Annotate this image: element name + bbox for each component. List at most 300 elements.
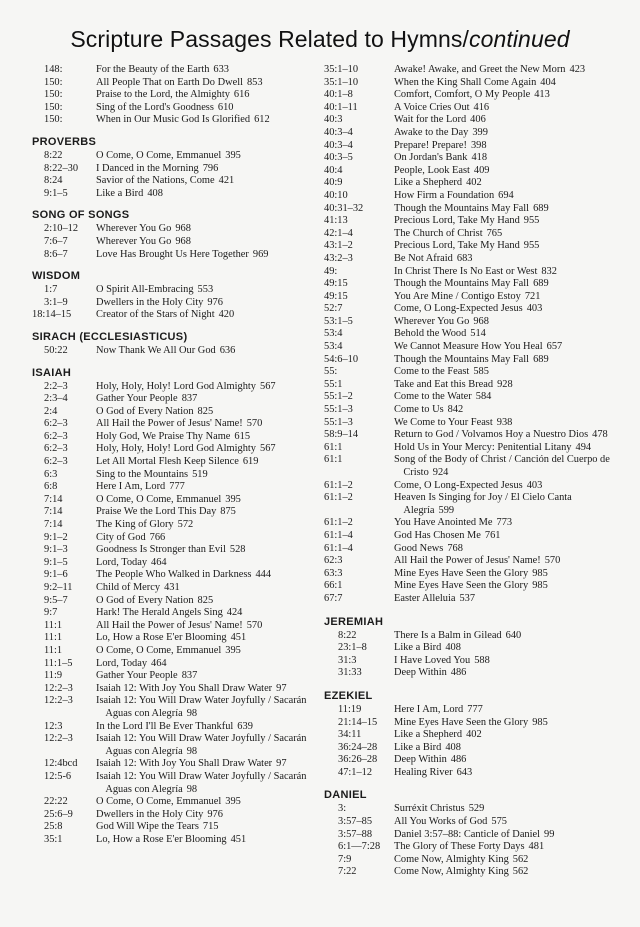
- hymn-entry: [96, 163, 314, 176]
- index-entry: [32, 834, 314, 847]
- scripture-reference: 150:: [44, 76, 63, 88]
- scripture-reference: 67:7: [324, 592, 343, 604]
- hymn-title: For the Beauty of the Earth: [96, 64, 210, 75]
- index-entry: [324, 517, 620, 530]
- hymn-number: 529: [468, 803, 485, 815]
- index-entry: [32, 77, 314, 90]
- hymn-number: 567: [260, 380, 276, 392]
- hymn-entry: [394, 291, 620, 304]
- hymn-number: 451: [230, 632, 247, 644]
- hymn-number: 610: [217, 101, 234, 113]
- index-entry: [32, 796, 314, 809]
- hymn-number: 464: [151, 657, 167, 669]
- index-entry: [324, 642, 620, 655]
- scripture-reference: 25:6–9: [44, 808, 73, 820]
- hymn-number: 404: [540, 76, 556, 88]
- section-heading: EZEKIEL: [324, 689, 373, 702]
- scripture-reference: 47:1–12: [338, 766, 373, 778]
- page-title-continued: continued: [468, 26, 570, 52]
- index-entry: [324, 391, 620, 404]
- hymn-number: 403: [526, 303, 543, 315]
- hymn-number: 98: [186, 707, 198, 719]
- scripture-reference: 55:: [324, 366, 338, 378]
- hymn-entry: [96, 393, 314, 406]
- hymn-entry: [394, 854, 620, 867]
- hymn-number: 955: [523, 240, 540, 252]
- hymn-entry: [96, 469, 314, 482]
- hymn-title: Goodness Is Stronger than Evil: [96, 544, 226, 556]
- hymn-entry: [394, 190, 620, 203]
- index-entry: [32, 249, 314, 262]
- hymn-number: 406: [470, 114, 486, 126]
- hymn-title: Precious Lord, Take My Hand: [394, 215, 520, 227]
- index-entry: [324, 543, 620, 556]
- index-entry: [32, 506, 314, 519]
- index-entry: [32, 406, 314, 419]
- index-entry: [32, 595, 314, 608]
- index-entry: [32, 569, 314, 582]
- hymn-title: Heaven Is Singing for Joy / El Cielo Canta Alegría: [394, 492, 572, 516]
- hymn-title: Like a Bird: [394, 741, 442, 753]
- scripture-reference: 148:: [44, 64, 63, 75]
- index-entry: [324, 177, 620, 190]
- hymn-number: 444: [255, 569, 272, 581]
- scripture-reference: 40:9: [324, 177, 343, 189]
- hymn-title: Isaiah 12: With Joy You Shall Draw Water: [96, 758, 273, 770]
- hymn-entry: [96, 345, 314, 358]
- scripture-reference: 40:3: [324, 114, 343, 126]
- hymn-number: 924: [432, 467, 449, 478]
- index-entry: [32, 236, 314, 249]
- index-entry: [324, 717, 620, 730]
- index-entry: [324, 328, 620, 341]
- hymn-title: Hark! The Herald Angels Sing: [96, 607, 223, 619]
- hymn-number: 395: [225, 149, 241, 161]
- hymn-number: 486: [450, 754, 467, 766]
- hymn-number: 968: [473, 315, 489, 327]
- hymn-number: 98: [186, 783, 198, 795]
- index-entry: [32, 620, 314, 633]
- index-entry: [324, 291, 620, 304]
- hymn-title: All Hail the Power of Jesus' Name!: [96, 619, 243, 631]
- hymn-entry: [394, 429, 620, 442]
- hymn-number: 570: [246, 418, 263, 430]
- index-entry: [32, 607, 314, 620]
- hymn-title: God Has Chosen Me: [394, 529, 481, 541]
- index-entry: [324, 140, 620, 153]
- hymn-number: 421: [218, 175, 235, 187]
- index-entry: [32, 519, 314, 532]
- hymn-title: Come, O Long-Expected Jesus: [394, 479, 523, 491]
- index-entry: [32, 733, 314, 758]
- index-entry: [32, 443, 314, 456]
- index-entry: [324, 253, 620, 266]
- hymn-title: Sing of the Lord's Goodness: [96, 101, 214, 113]
- hymn-entry: [96, 175, 314, 188]
- hymn-number: 585: [473, 366, 489, 378]
- hymn-title: The Church of Christ: [394, 227, 483, 239]
- scripture-reference: 150:: [44, 101, 63, 113]
- scripture-reference: 6:3: [44, 468, 58, 480]
- hymn-number: 514: [470, 328, 486, 340]
- scripture-reference: 43:2–3: [324, 252, 353, 264]
- index-entry: [324, 165, 620, 178]
- index-entry: [324, 89, 620, 102]
- scripture-reference: 55:1–3: [324, 404, 353, 416]
- hymn-title: Hold Us in Your Mercy: Penitential Litany: [394, 441, 572, 453]
- hymn-number: 398: [470, 139, 487, 151]
- index-entry: [32, 758, 314, 771]
- hymn-title: Holy God, We Praise Thy Name: [96, 430, 231, 442]
- index-entry: [324, 742, 620, 755]
- hymn-number: 689: [533, 353, 549, 365]
- index-entry: [324, 568, 620, 581]
- scripture-reference: 2:3–4: [44, 393, 68, 405]
- scripture-reference: 55:1: [324, 378, 343, 390]
- hymn-number: 969: [252, 248, 269, 260]
- hymn-title: Come Now, Almighty King: [394, 866, 509, 878]
- hymn-title: Now Thank We All Our God: [96, 344, 216, 356]
- hymn-entry: [394, 480, 620, 493]
- index-entry: [324, 442, 620, 455]
- hymn-entry: [96, 309, 314, 322]
- hymn-number: 639: [237, 720, 253, 732]
- hymn-entry: [394, 203, 620, 216]
- hymn-number: 537: [459, 592, 476, 604]
- scripture-reference: 150:: [44, 89, 63, 101]
- scripture-reference: 11:1: [44, 644, 63, 656]
- index-entry: [32, 821, 314, 834]
- scripture-reference: 52:7: [324, 303, 343, 315]
- scripture-reference: 6:2–3: [44, 418, 68, 430]
- hymn-entry: [394, 102, 620, 115]
- hymn-title: Gather Your People: [96, 670, 178, 682]
- hymn-entry: [96, 431, 314, 444]
- scripture-reference: 49:15: [324, 290, 348, 302]
- hymn-entry: [96, 620, 314, 633]
- hymn-title: A Voice Cries Out: [394, 101, 470, 113]
- scripture-reference: 31:3: [338, 654, 357, 666]
- index-entry: [324, 127, 620, 140]
- index-entry: [32, 102, 314, 115]
- scripture-reference: 43:1–2: [324, 240, 353, 252]
- index-entry: [32, 658, 314, 671]
- hymn-number: 689: [533, 278, 549, 290]
- index-entry: [324, 366, 620, 379]
- scripture-reference: 22:22: [44, 796, 68, 808]
- hymn-title: Gather Your People: [96, 393, 178, 405]
- hymn-title: When in Our Music God Is Glorified: [96, 114, 251, 126]
- scripture-reference: 55:1–3: [324, 416, 353, 428]
- index-entry: [324, 841, 620, 854]
- hymn-entry: [96, 223, 314, 236]
- hymn-number: 777: [467, 703, 483, 715]
- hymn-number: 715: [202, 821, 219, 833]
- hymn-number: 636: [219, 344, 236, 356]
- hymn-number: 689: [533, 202, 549, 214]
- scripture-reference: 40:10: [324, 189, 348, 201]
- scripture-reference: 40:4: [324, 164, 343, 176]
- hymn-entry: [394, 215, 620, 228]
- hymn-number: 408: [445, 741, 461, 753]
- hymn-title: Deep Within: [394, 667, 447, 679]
- section-heading: PROVERBS: [32, 135, 97, 148]
- hymn-title: Lo, How a Rose E'er Blooming: [96, 833, 227, 845]
- scripture-reference: 49:: [324, 265, 338, 277]
- index-entry: [32, 89, 314, 102]
- hymn-number: 633: [213, 64, 229, 75]
- hymn-number: 481: [528, 841, 545, 853]
- hymn-title: Awake! Awake, and Greet the New Morn: [394, 64, 566, 75]
- hymn-number: 721: [524, 290, 541, 302]
- hymn-entry: [394, 729, 620, 742]
- hymn-entry: [394, 816, 620, 829]
- index-entry: [32, 431, 314, 444]
- section-heading: DANIEL: [324, 789, 367, 802]
- scripture-reference: 12:5-6: [44, 770, 72, 782]
- scripture-reference: 9:7: [44, 607, 58, 619]
- scripture-reference: 6:2–3: [44, 443, 68, 455]
- hymn-title: Praise We the Lord This Day: [96, 506, 217, 518]
- hymn-number: 761: [484, 529, 501, 541]
- index-entry: [32, 297, 314, 310]
- hymn-title: Child of Mercy: [96, 582, 161, 593]
- hymn-entry: [96, 582, 314, 595]
- hymn-entry: [394, 767, 620, 780]
- hymn-entry: [394, 866, 620, 879]
- hymn-number: 683: [456, 252, 473, 264]
- hymn-entry: [96, 557, 314, 570]
- index-entry: [324, 215, 620, 228]
- hymn-number: 584: [475, 391, 492, 403]
- hymn-entry: [394, 253, 620, 266]
- hymn-title: Here I Am, Lord: [394, 703, 464, 715]
- scripture-reference: 2:4: [44, 405, 58, 417]
- scripture-reference: 23:1–8: [338, 642, 367, 654]
- scripture-reference: 3:57–88: [338, 828, 373, 840]
- hymn-title: O Come, O Come, Emmanuel: [96, 796, 222, 808]
- index-entry: [32, 695, 314, 720]
- hymn-entry: [394, 454, 620, 479]
- hymn-number: 418: [471, 152, 488, 164]
- hymn-number: 403: [526, 479, 543, 491]
- hymn-title: Like a Bird: [96, 187, 144, 199]
- hymn-entry: [394, 379, 620, 392]
- hymn-number: 486: [450, 667, 467, 679]
- hymn-entry: [96, 569, 314, 582]
- hymn-entry: [96, 645, 314, 658]
- hymn-number: 825: [197, 594, 214, 606]
- index-entry: [324, 303, 620, 316]
- index-entry: [324, 854, 620, 867]
- hymn-number: 570: [246, 619, 263, 631]
- index-entry: [324, 530, 620, 543]
- hymn-entry: [394, 593, 620, 606]
- hymn-title: God Will Wipe the Tears: [96, 821, 199, 833]
- hymn-title: Wherever You Go: [96, 223, 172, 235]
- hymn-title: We Come to Your Feast: [394, 416, 493, 428]
- index-entry: [324, 203, 620, 216]
- hymn-title: Come, O Long-Expected Jesus: [394, 303, 523, 315]
- hymn-title: Though the Mountains May Fall: [394, 202, 530, 214]
- hymn-number: 562: [512, 866, 529, 878]
- hymn-number: 615: [234, 430, 251, 442]
- hymn-title: Savior of the Nations, Come: [96, 175, 215, 187]
- section-heading: ISAIAH: [32, 366, 72, 379]
- hymn-number: 562: [512, 853, 529, 865]
- scripture-reference: 40:3–4: [324, 139, 353, 151]
- hymn-title: I Danced in the Morning: [96, 162, 199, 174]
- scripture-reference: 11:1–5: [44, 657, 73, 669]
- hymn-title: All Hail the Power of Jesus' Name!: [96, 418, 243, 430]
- hymn-title: Lo, How a Rose E'er Blooming: [96, 632, 227, 644]
- index-entry: [324, 404, 620, 417]
- hymn-number: 413: [534, 89, 550, 101]
- hymn-entry: [96, 418, 314, 431]
- hymn-number: 97: [276, 758, 287, 770]
- hymn-entry: [394, 114, 620, 127]
- index-entry: [324, 240, 620, 253]
- hymn-number: 985: [532, 567, 548, 579]
- hymn-number: 395: [225, 644, 241, 656]
- hymn-entry: [96, 381, 314, 394]
- index-entry: [32, 721, 314, 734]
- scripture-reference: 61:1–4: [324, 542, 353, 554]
- hymn-entry: [96, 102, 314, 115]
- hymn-number: 825: [197, 405, 214, 417]
- hymn-title: O God of Every Nation: [96, 405, 194, 417]
- scripture-reference: 7:9: [338, 853, 352, 865]
- hymn-title: Wait for the Lord: [394, 114, 467, 126]
- hymn-entry: [394, 266, 620, 279]
- hymn-entry: [394, 354, 620, 367]
- scripture-reference: 12:4bcd: [44, 758, 78, 770]
- scripture-reference: 36:24–28: [338, 741, 378, 753]
- index-entry: [32, 469, 314, 482]
- scripture-reference: 54:6–10: [324, 353, 359, 365]
- scripture-reference: 63:3: [324, 567, 343, 579]
- hymn-number: 842: [447, 404, 464, 416]
- hymn-title: How Firm a Foundation: [394, 189, 495, 201]
- hymn-title: Sing to the Mountains: [96, 468, 189, 480]
- hymn-number: 567: [260, 443, 276, 455]
- hymn-title: Easter Alleluia: [394, 592, 456, 604]
- hymn-title: O God of Every Nation: [96, 594, 194, 606]
- hymn-number: 694: [498, 189, 514, 201]
- hymn-number: 399: [472, 126, 488, 138]
- hymn-entry: [394, 303, 620, 316]
- scripture-reference: 9:1–2: [44, 531, 68, 543]
- hymn-title: We Cannot Measure How You Heal: [394, 341, 543, 353]
- hymn-title: All You Works of God: [394, 816, 488, 828]
- hymn-number: 619: [242, 456, 259, 468]
- index-entry: [32, 418, 314, 431]
- left-column: [32, 64, 314, 846]
- hymn-entry: [394, 841, 620, 854]
- hymn-title: I Have Loved You: [394, 654, 471, 666]
- scripture-reference: 34:11: [338, 729, 362, 741]
- scripture-reference: 40:3–5: [324, 152, 353, 164]
- scripture-reference: 9:5–7: [44, 594, 68, 606]
- index-entry: [32, 393, 314, 406]
- hymn-entry: [96, 683, 314, 696]
- hymn-title: Precious Lord, Take My Hand: [394, 240, 520, 252]
- hymn-number: 985: [532, 580, 548, 592]
- index-entry: [32, 557, 314, 570]
- hymn-entry: [394, 240, 620, 253]
- index-entry: [324, 454, 620, 479]
- scripture-reference: 8:6–7: [44, 248, 68, 260]
- hymn-entry: [394, 152, 620, 165]
- hymn-title: Be Not Afraid: [394, 252, 453, 264]
- hymn-title: Come Now, Almighty King: [394, 853, 509, 865]
- hymn-number: 875: [220, 506, 236, 518]
- index-entry: [324, 102, 620, 115]
- scripture-reference: 7:22: [338, 866, 357, 878]
- hymn-entry: [96, 758, 314, 771]
- scripture-reference: 6:2–3: [44, 430, 68, 442]
- hymn-title: Let All Mortal Flesh Keep Silence: [96, 456, 239, 468]
- hymn-number: 402: [466, 729, 482, 741]
- hymn-title: The King of Glory: [96, 519, 174, 531]
- hymn-number: 955: [523, 215, 540, 227]
- hymn-number: 519: [192, 468, 208, 480]
- section-heading: SIRACH (ECCLESIASTICUS): [32, 330, 188, 343]
- index-entry: [324, 803, 620, 816]
- scripture-reference: 40:1–8: [324, 89, 353, 101]
- hymn-title: Like a Bird: [394, 642, 442, 654]
- hymn-title: Wherever You Go: [96, 235, 172, 247]
- scripture-reference: 8:24: [44, 175, 63, 187]
- hymn-number: 640: [505, 629, 522, 641]
- hymn-entry: [96, 506, 314, 519]
- hymn-entry: [96, 821, 314, 834]
- hymn-number: 570: [544, 555, 561, 567]
- scripture-reference: 7:6–7: [44, 235, 68, 247]
- hymn-entry: [394, 543, 620, 556]
- scripture-reference: 6:1—7:28: [338, 841, 381, 853]
- index-entry: [32, 532, 314, 545]
- hymn-number: 832: [541, 265, 557, 277]
- hymn-number: 478: [592, 429, 608, 441]
- hymn-entry: [394, 630, 620, 643]
- scripture-reference: 36:26–28: [338, 754, 378, 766]
- scripture-reference: 6:2–3: [44, 456, 68, 468]
- scripture-reference: 7:14: [44, 519, 63, 531]
- scripture-reference: 53:4: [324, 341, 343, 353]
- hymn-entry: [394, 278, 620, 291]
- hymn-title: You Have Anointed Me: [394, 517, 493, 529]
- scripture-reference: 55:1–2: [324, 391, 353, 403]
- hymn-entry: [96, 236, 314, 249]
- hymn-title: Come to the Feast: [394, 366, 470, 378]
- index-entry: [32, 494, 314, 507]
- hymn-title: All Hail the Power of Jesus' Name!: [394, 555, 541, 567]
- hymn-entry: [96, 89, 314, 102]
- scripture-reference: 61:1: [324, 441, 343, 453]
- scripture-reference: 1:7: [44, 284, 58, 296]
- index-entry: [32, 284, 314, 297]
- index-entry: [324, 829, 620, 842]
- hymn-entry: [394, 442, 620, 455]
- scripture-reference: 8:22: [338, 629, 357, 641]
- hymn-entry: [394, 341, 620, 354]
- index-entry: [32, 175, 314, 188]
- hymn-number: 528: [229, 544, 246, 556]
- index-entry: [324, 266, 620, 279]
- hymn-title: Like a Shepherd: [394, 177, 463, 189]
- scripture-reference: 66:1: [324, 580, 343, 592]
